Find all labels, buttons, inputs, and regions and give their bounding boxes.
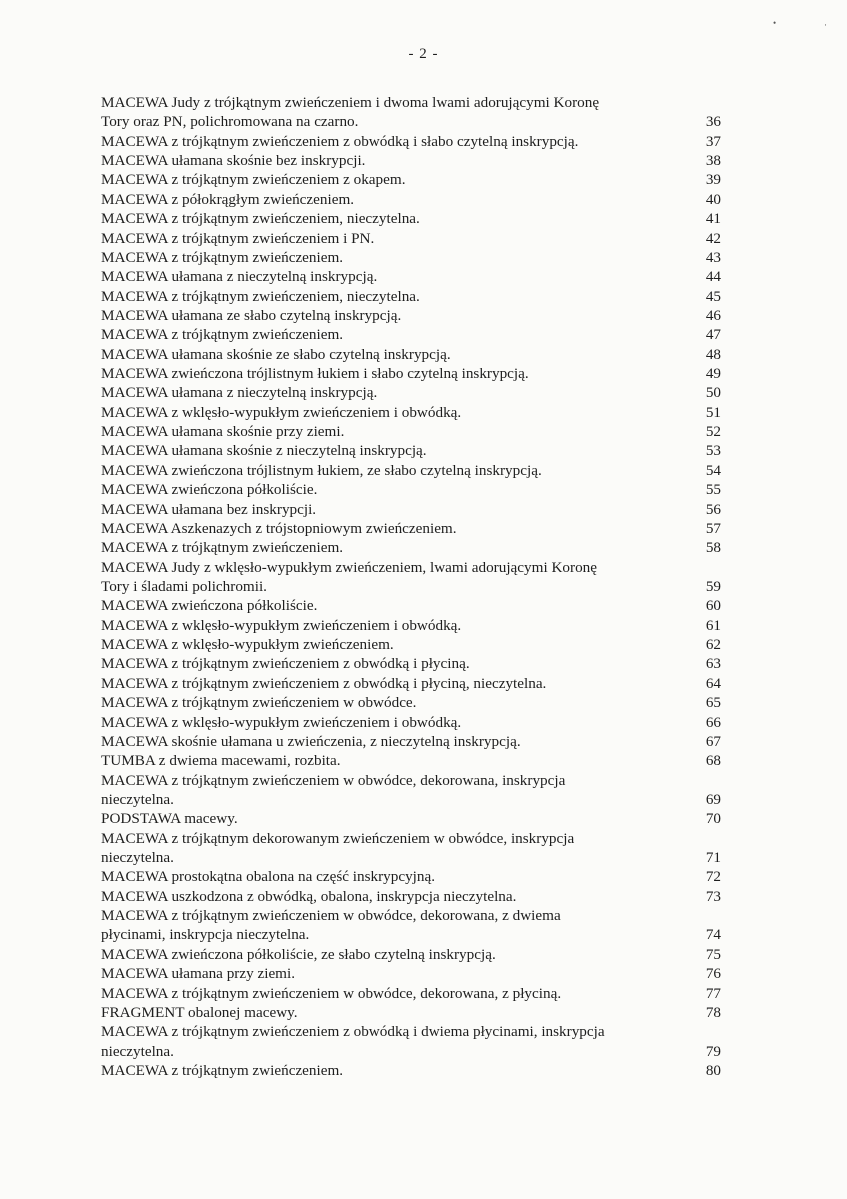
- catalog-entry: [101, 383, 721, 402]
- entry-description-line: płycinami, inskrypcja nieczytelna.: [101, 926, 310, 944]
- entry-number: 68: [705, 752, 721, 770]
- entry-number: 58: [705, 539, 721, 557]
- entry-description-line: MACEWA prostokątna obalona na część inskrypcyjną.: [101, 868, 436, 886]
- entry-number: 62: [705, 636, 721, 654]
- entry-number: 40: [705, 190, 721, 208]
- entry-description-line: MACEWA skośnie ułamana u zwieńczenia, z nieczytelną inskrypcją.: [101, 732, 521, 750]
- catalog-entry: [101, 93, 721, 132]
- entry-description-line: MACEWA Judy z wklęsło-wypukłym zwieńczeniem, lwami adorującymi Koronę: [101, 558, 598, 576]
- catalog-entry: [101, 732, 721, 751]
- entry-number: 75: [705, 945, 721, 963]
- entry-description-line: MACEWA ułamana ze słabo czytelną inskrypcją.: [101, 306, 402, 324]
- entry-description-line: MACEWA z wklęsło-wypukłym zwieńczeniem i obwódką.: [101, 616, 462, 634]
- entry-description-line: MACEWA z wklęsło-wypukłym zwieńczeniem i obwódką.: [101, 403, 462, 421]
- entry-number: 46: [705, 306, 721, 324]
- entry-number: 52: [705, 423, 721, 441]
- page-number: - 2 -: [408, 46, 439, 62]
- entry-number: 53: [705, 442, 721, 460]
- entry-description-line: MACEWA z trójkątnym zwieńczeniem w obwódce, dekorowana, z dwiema: [101, 907, 561, 925]
- entry-description-line: MACEWA z trójkątnym zwieńczeniem z okapem.: [101, 171, 406, 189]
- entry-description-line: MACEWA ułamana skośnie przy ziemi.: [101, 423, 345, 441]
- catalog-entry: [101, 558, 721, 597]
- entry-number: 50: [705, 384, 721, 402]
- catalog-entry: [101, 809, 721, 828]
- catalog-entry: [101, 674, 721, 693]
- entry-description-line: MACEWA Aszkenazych z trójstopniowym zwieńczeniem.: [101, 519, 457, 537]
- catalog-entry: [101, 519, 721, 538]
- entry-number: 77: [705, 984, 721, 1002]
- entry-description-line: Tory oraz PN, polichromowana na czarno.: [101, 113, 359, 131]
- catalog-entry: [101, 1022, 721, 1061]
- entry-number: 66: [705, 713, 721, 731]
- catalog-entry: [101, 964, 721, 983]
- entry-number: 70: [705, 810, 721, 828]
- entry-number: 64: [705, 674, 721, 692]
- entry-number: 60: [705, 597, 721, 615]
- catalog-entry: [101, 500, 721, 519]
- entry-description-line: MACEWA z trójkątnym zwieńczeniem.: [101, 539, 344, 557]
- entry-description-line: MACEWA zwieńczona półkoliście, ze słabo czytelną inskrypcją.: [101, 945, 496, 963]
- catalog-entry: [101, 364, 721, 383]
- entry-description-line: MACEWA ułamana z nieczytelną inskrypcją.: [101, 384, 378, 402]
- entry-number: 51: [705, 403, 721, 421]
- entry-number: 41: [705, 210, 721, 228]
- entry-description-line: MACEWA ułamana przy ziemi.: [101, 965, 296, 983]
- entry-number: 47: [705, 326, 721, 344]
- entry-description-line: MACEWA z trójkątnym zwieńczeniem.: [101, 248, 344, 266]
- entry-description-line: MACEWA z trójkątnym zwieńczeniem i PN.: [101, 229, 375, 247]
- entry-number: 49: [705, 365, 721, 383]
- entry-description-line: MACEWA z trójkątnym zwieńczeniem z obwódką i płyciną.: [101, 655, 470, 673]
- entry-description-line: MACEWA z trójkątnym zwieńczeniem w obwódce.: [101, 694, 417, 712]
- entry-number: 59: [705, 577, 721, 595]
- catalog-entry: [101, 596, 721, 615]
- entry-number: 69: [705, 790, 721, 808]
- entry-description-line: MACEWA z trójkątnym zwieńczeniem z obwódką i słabo czytelną inskrypcją.: [101, 132, 579, 150]
- catalog-entry: [101, 829, 721, 868]
- entry-number: 42: [705, 229, 721, 247]
- catalog-entry: [101, 441, 721, 460]
- catalog-entry: [101, 480, 721, 499]
- entry-description-line: MACEWA z trójkątnym zwieńczeniem, nieczytelna.: [101, 210, 420, 228]
- entry-description-line: TUMBA z dwiema macewami, rozbita.: [101, 752, 341, 770]
- catalog-entry: [101, 906, 721, 945]
- entry-description-line: PODSTAWA macewy.: [101, 810, 238, 828]
- catalog-entry: [101, 345, 721, 364]
- catalog-entry: [101, 229, 721, 248]
- catalog-entry: [101, 422, 721, 441]
- entry-description-line: MACEWA z trójkątnym zwieńczeniem.: [101, 1061, 344, 1079]
- entry-number: 80: [705, 1061, 721, 1079]
- catalog-entry: [101, 132, 721, 151]
- catalog-entry: [101, 151, 721, 170]
- entry-description-line: MACEWA zwieńczona półkoliście.: [101, 597, 318, 615]
- catalog-entry: [101, 616, 721, 635]
- entry-description-line: MACEWA z wklęsło-wypukłym zwieńczeniem i obwódką.: [101, 713, 462, 731]
- entry-description-line: MACEWA z trójkątnym dekorowanym zwieńczeniem w obwódce, inskrypcja: [101, 829, 575, 847]
- entry-description-line: MACEWA z trójkątnym zwieńczeniem, nieczytelna.: [101, 287, 420, 305]
- entry-description-line: MACEWA z półokrągłym zwieńczeniem.: [101, 190, 355, 208]
- catalog-entry: [101, 635, 721, 654]
- entry-number: 37: [705, 132, 721, 150]
- entry-number: 79: [705, 1042, 721, 1060]
- entry-number: 55: [705, 481, 721, 499]
- catalog-entry: [101, 267, 721, 286]
- catalog-entry: [101, 751, 721, 770]
- entry-description-line: MACEWA z trójkątnym zwieńczeniem.: [101, 326, 344, 344]
- catalog-entry: [101, 771, 721, 810]
- entry-number: 57: [705, 519, 721, 537]
- entry-description-line: FRAGMENT obalonej macewy.: [101, 1003, 298, 1021]
- entry-description-line: MACEWA ułamana skośnie z nieczytelną inskrypcją.: [101, 442, 427, 460]
- entry-number: 43: [705, 248, 721, 266]
- catalog-entry: [101, 945, 721, 964]
- catalog-entry: [101, 461, 721, 480]
- entry-number: 67: [705, 732, 721, 750]
- catalog-entry: [101, 538, 721, 557]
- entry-description-line: MACEWA z trójkątnym zwieńczeniem w obwódce, dekorowana, inskrypcja: [101, 771, 566, 789]
- catalog-entry: [101, 713, 721, 732]
- entry-description-line: nieczytelna.: [101, 1042, 174, 1060]
- entry-description-line: MACEWA zwieńczona trójlistnym łukiem i słabo czytelną inskrypcją.: [101, 365, 529, 383]
- catalog-entry-list: [101, 93, 721, 1080]
- catalog-entry: [101, 248, 721, 267]
- scan-mark: •: [773, 18, 777, 28]
- scan-mark: ·: [824, 20, 827, 30]
- catalog-entry: [101, 403, 721, 422]
- entry-description-line: MACEWA uszkodzona z obwódką, obalona, inskrypcja nieczytelna.: [101, 887, 517, 905]
- entry-number: 61: [705, 616, 721, 634]
- entry-number: 39: [705, 171, 721, 189]
- catalog-entry: [101, 1003, 721, 1022]
- catalog-entry: [101, 693, 721, 712]
- entry-description-line: MACEWA zwieńczona półkoliście.: [101, 481, 318, 499]
- entry-number: 76: [705, 965, 721, 983]
- entry-description-line: MACEWA ułamana skośnie ze słabo czytelną inskrypcją.: [101, 345, 451, 363]
- entry-number: 74: [705, 926, 721, 944]
- entry-description-line: MACEWA ułamana z nieczytelną inskrypcją.: [101, 268, 378, 286]
- entry-description-line: MACEWA z trójkątnym zwieńczeniem z obwódką i płyciną, nieczytelna.: [101, 674, 547, 692]
- catalog-entry: [101, 170, 721, 189]
- entry-number: 48: [705, 345, 721, 363]
- catalog-entry: [101, 190, 721, 209]
- catalog-entry: [101, 1061, 721, 1080]
- entry-description-line: MACEWA Judy z trójkątnym zwieńczeniem i dwoma lwami adorującymi Koronę: [101, 94, 600, 111]
- entry-number: 72: [705, 868, 721, 886]
- entry-number: 38: [705, 152, 721, 170]
- catalog-entry: [101, 209, 721, 228]
- catalog-entry: [101, 867, 721, 886]
- entry-description-line: MACEWA z trójkątnym zwieńczeniem z obwódką i dwiema płycinami, inskrypcja: [101, 1023, 605, 1041]
- entry-number: 56: [705, 500, 721, 518]
- entry-description-line: MACEWA z wklęsło-wypukłym zwieńczeniem.: [101, 636, 394, 654]
- catalog-entry: [101, 887, 721, 906]
- entry-number: 54: [705, 461, 721, 479]
- catalog-entry: [101, 984, 721, 1003]
- entry-number: 63: [705, 655, 721, 673]
- entry-number: 65: [705, 694, 721, 712]
- catalog-entry: [101, 654, 721, 673]
- entry-number: 73: [705, 887, 721, 905]
- entry-number: 44: [705, 268, 721, 286]
- entry-description-line: Tory i śladami polichromii.: [101, 577, 267, 595]
- catalog-entry: [101, 287, 721, 306]
- entry-number: 71: [705, 849, 721, 867]
- entry-number: 78: [705, 1003, 721, 1021]
- entry-description-line: MACEWA z trójkątnym zwieńczeniem w obwódce, dekorowana, z płyciną.: [101, 984, 562, 1002]
- entry-description-line: nieczytelna.: [101, 790, 174, 808]
- entry-description-line: MACEWA zwieńczona trójlistnym łukiem, ze słabo czytelną inskrypcją.: [101, 461, 542, 479]
- catalog-entry: [101, 306, 721, 325]
- catalog-entry: [101, 325, 721, 344]
- entry-description-line: MACEWA ułamana skośnie bez inskrypcji.: [101, 152, 366, 170]
- entry-number: 45: [705, 287, 721, 305]
- entry-description-line: nieczytelna.: [101, 849, 174, 867]
- entry-description-line: MACEWA ułamana bez inskrypcji.: [101, 500, 317, 518]
- entry-number: 36: [705, 113, 721, 131]
